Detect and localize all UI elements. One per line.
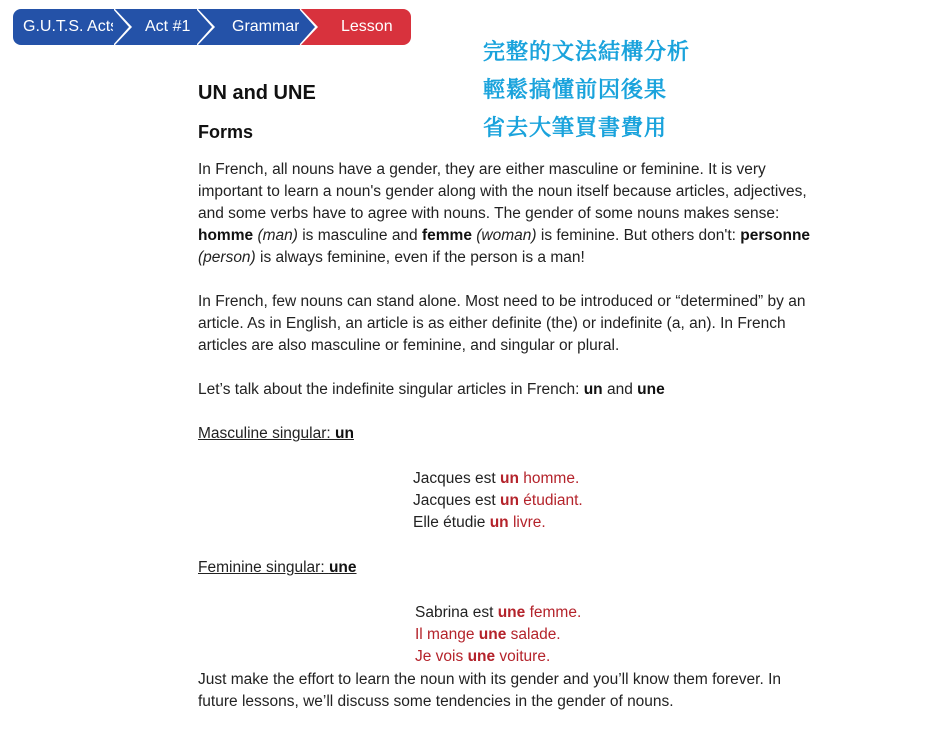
gloss-man: (man) [257,227,298,244]
example-sentence [413,490,583,512]
article-une: une [328,559,357,576]
text: Jacques est [413,470,501,487]
text: Elle étudie [413,514,490,531]
text: is feminine. But others don't: [536,227,741,244]
example-sentence [415,624,581,646]
article-paragraph: In French, few nouns can stand alone. Most need to be introduced or “determined” by an article. As in English, an article is as either definite (the) or indefinite (a, an). In French articles are also masculine or feminine, and singular or plural. [198,293,806,354]
article: un [500,470,519,487]
text: is masculine and [297,227,422,244]
promo-line: 輕鬆搞懂前因後果 [483,77,668,102]
text: Feminine singular: [198,559,329,576]
text: is always feminine, even if the person is a man! [255,249,585,266]
breadcrumb-label: G.U.T.S. Acts [23,18,119,35]
article: un [489,514,509,531]
noun: homme. [518,470,580,487]
section-heading-forms: Forms [198,122,254,142]
article: une [497,604,526,621]
text: Sabrina est [415,604,498,621]
word-personne: personne [740,227,811,244]
text: Masculine singular: [198,425,335,442]
breadcrumb-guts-acts[interactable] [13,9,119,45]
article: une [467,648,496,665]
article-un: un [583,381,603,398]
noun: étudiant. [518,492,583,509]
text: and [602,381,638,398]
noun: salade. [506,626,561,643]
word-homme: homme [198,227,254,244]
noun: livre. [508,514,546,531]
noun: voiture. [495,648,551,665]
breadcrumb-label: Lesson [341,18,393,35]
promo-line: 完整的文法結構分析 [483,39,691,64]
breadcrumb-label: Grammar [232,18,300,35]
breadcrumb-label: Act #1 [145,18,191,35]
masculine-singular-heading [198,423,354,445]
example-sentence [413,512,583,534]
promo-line: 省去大筆買書費用 [483,115,668,140]
text: Let’s talk about the indefinite singular articles in French: [198,381,584,398]
text: Je vois [415,648,468,665]
text: In French, all nouns have a gender, they are either masculine or feminine. It is very important to learn a noun's gender along with the noun itself because articles, adjectives, and some verbs have to agree with nouns. The gender of some nouns makes sense: [198,161,807,222]
article-un: un [334,425,354,442]
noun: femme. [525,604,582,621]
example-sentence [413,468,583,490]
example-sentence [415,646,581,668]
breadcrumb [13,9,411,45]
masculine-examples [413,468,583,534]
feminine-examples [415,602,581,668]
word-femme: femme [421,227,472,244]
gloss-person: (person) [198,249,256,266]
indefinite-paragraph [198,379,813,401]
promo-overlay [483,33,690,147]
article: une [478,626,507,643]
article: un [500,492,519,509]
intro-paragraph [198,159,813,269]
lesson-title: UN and UNE [198,82,316,104]
text: Il mange [415,626,479,643]
example-sentence [415,602,581,624]
article-une: une [637,381,665,398]
feminine-singular-heading [198,557,357,579]
closing-paragraph: Just make the effort to learn the noun with its gender and you’ll know them forever. In future lessons, we’ll discuss some tendencies in the gender of nouns. [198,671,782,710]
gloss-woman: (woman) [476,227,537,244]
text: Jacques est [413,492,501,509]
